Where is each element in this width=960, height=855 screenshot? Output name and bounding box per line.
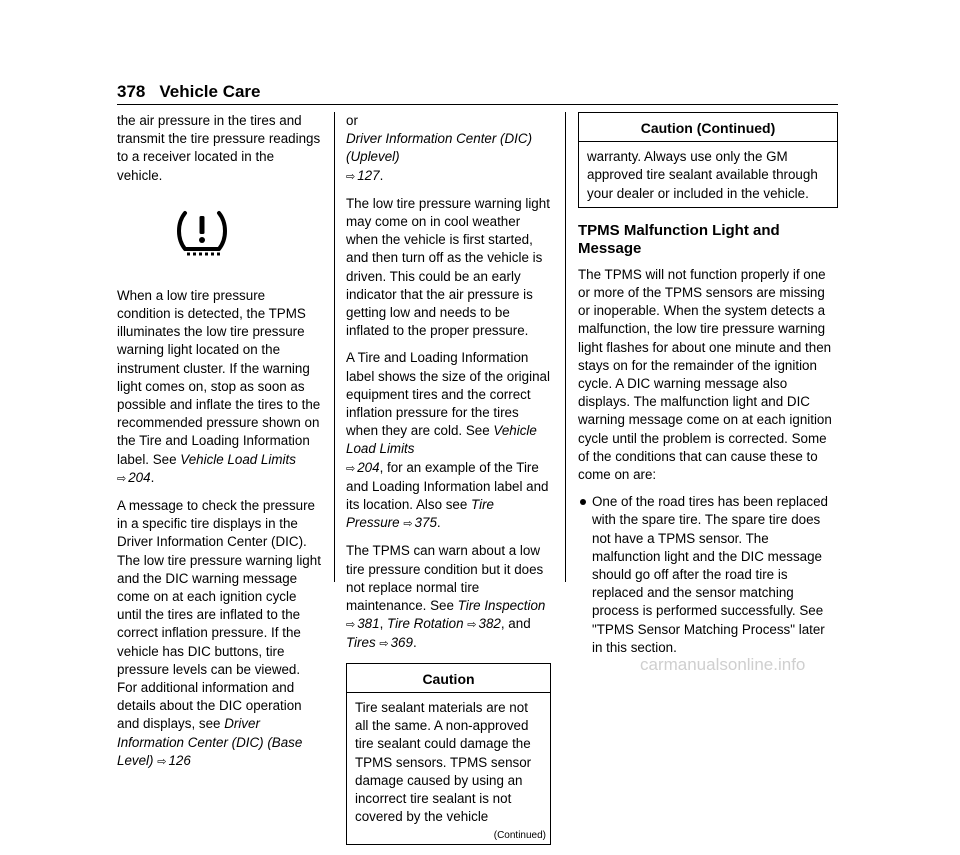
link-tire-rotation[interactable]: Tire Rotation bbox=[387, 616, 464, 632]
page-ref[interactable]: 375 bbox=[414, 515, 437, 531]
page-ref-icon: ⇨ bbox=[467, 619, 477, 632]
column-3 bbox=[578, 112, 838, 657]
bullet-list bbox=[578, 493, 838, 657]
caution-body: warranty. Always use only the GM approved tire sealant available through your dealer or included in the vehicle. bbox=[587, 149, 818, 201]
page-ref[interactable]: 204 bbox=[128, 469, 151, 485]
link-tires[interactable]: Tires bbox=[346, 635, 376, 651]
page-ref-icon: ⇨ bbox=[379, 638, 389, 651]
page-header bbox=[117, 82, 261, 102]
section-heading: TPMS Malfunction Light and Message bbox=[578, 221, 780, 257]
caution-box bbox=[346, 663, 551, 846]
link-vehicle-load-limits[interactable]: Vehicle Load Limits bbox=[346, 423, 537, 457]
page-ref-icon: ⇨ bbox=[346, 619, 356, 632]
paragraph: or Driver Information Center (DIC) (Uplevel) ⇨ 127. bbox=[346, 113, 533, 183]
column-divider-1 bbox=[334, 112, 335, 582]
page-ref[interactable]: 127 bbox=[357, 167, 380, 183]
caution-title: Caution bbox=[347, 664, 550, 693]
page-ref-icon: ⇨ bbox=[346, 170, 356, 183]
continued-label: (Continued) bbox=[493, 830, 546, 842]
column-divider-2 bbox=[565, 112, 566, 582]
page-ref-icon: ⇨ bbox=[346, 462, 356, 475]
caution-body: Tire sealant materials are not all the same. A non-approved tire sealant could damage the TPMS sensors. TPMS sensor damage caused by using an incorrect tire sealant is not covered by the vehicle bbox=[355, 699, 532, 825]
tpms-warning-icon bbox=[175, 209, 229, 259]
page-ref-icon: ⇨ bbox=[117, 472, 127, 485]
watermark: carmanualsonline.info bbox=[640, 655, 806, 674]
paragraph: The TPMS can warn about a low tire pressure condition but it does not replace normal tire maintenance. See Tire Inspection ⇨ 381, Tire Rotation ⇨ 382, and Tires ⇨ 369. bbox=[346, 543, 546, 651]
link-tire-pressure[interactable]: Tire Pressure bbox=[346, 497, 494, 531]
header-rule bbox=[117, 104, 838, 105]
column-1 bbox=[117, 112, 322, 780]
paragraph: A message to check the pressure in a specific tire displays in the Driver Information Center (DIC). The low tire pressure warning light and the DIC warning message come on at each ignition cycle until the tires are inflated to the correct inflation pressure. If the vehicle has DIC buttons, tire pressure levels can be viewed. For additional information and details about the DIC operation and displays, see Driver Information Center (DIC) (Base Level) ⇨ 126 bbox=[117, 498, 321, 768]
page-ref[interactable]: 369 bbox=[390, 635, 413, 651]
bullet-icon bbox=[580, 499, 586, 505]
column-2 bbox=[346, 112, 551, 855]
list-item: One of the road tires has been replaced with the spare tire. The spare tire does not have a TPMS sensor. The malfunction light and the DIC message should go off after the road tire is replaced and the sensor matching process is performed successfully. See "TPMS Sensor Matching Process" later in this section. bbox=[578, 493, 838, 657]
link-vehicle-load-limits[interactable]: Vehicle Load Limits bbox=[180, 451, 296, 467]
link-dic-uplevel[interactable]: Driver Information Center (DIC) (Uplevel) bbox=[346, 131, 533, 165]
paragraph: The TPMS will not function properly if one or more of the TPMS sensors are missing or inoperable. When the system detects a malfunction, the low tire pressure warning light flashes for about one minute and then stays on for the remainder of the ignition cycle. A DIC warning message also displays. The malfunction light and DIC warning message come on at each ignition cycle until the problem is corrected. Some of the conditions that can cause these to come on are: bbox=[578, 266, 832, 483]
page-ref-icon: ⇨ bbox=[403, 518, 413, 531]
paragraph: When a low tire pressure condition is detected, the TPMS illuminates the low tire pressure warning light located on the instrument cluster. If the warning light comes on, stop as soon as possible and inflate the tires to the recommended pressure shown on the Tire and Loading Information label. See Vehicle Load Limits ⇨ 204. bbox=[117, 287, 321, 485]
page-number: 378 bbox=[117, 82, 146, 101]
page-ref[interactable]: 204 bbox=[357, 459, 380, 475]
page-ref[interactable]: 381 bbox=[357, 616, 380, 632]
page-ref-icon: ⇨ bbox=[157, 755, 167, 768]
page-ref[interactable]: 382 bbox=[478, 616, 501, 632]
section-title: Vehicle Care bbox=[159, 82, 261, 101]
paragraph: The low tire pressure warning light may come on in cool weather when the vehicle is first started, and then turn off as the vehicle is driven. This could be an early indicator that the air pressure is getting low and needs to be inflated to the proper pressure. bbox=[346, 195, 550, 339]
paragraph: the air pressure in the tires and transmit the tire pressure readings to a receiver located in the vehicle. bbox=[117, 113, 321, 183]
caution-continued-box bbox=[578, 112, 838, 208]
link-dic-base[interactable]: Driver Information Center (DIC) (Base Level) bbox=[117, 716, 303, 768]
caution-title: Caution (Continued) bbox=[579, 113, 837, 142]
page-ref[interactable]: 126 bbox=[168, 752, 191, 768]
link-tire-inspection[interactable]: Tire Inspection bbox=[457, 598, 546, 614]
paragraph: A Tire and Loading Information label shows the size of the original equipment tires and the correct inflation pressure for the tires when they are cold. See Vehicle Load Limits ⇨ 204, for an example of the Tire and Loading Information label and its location. Also see Tire Pressure ⇨ 375. bbox=[346, 350, 550, 531]
